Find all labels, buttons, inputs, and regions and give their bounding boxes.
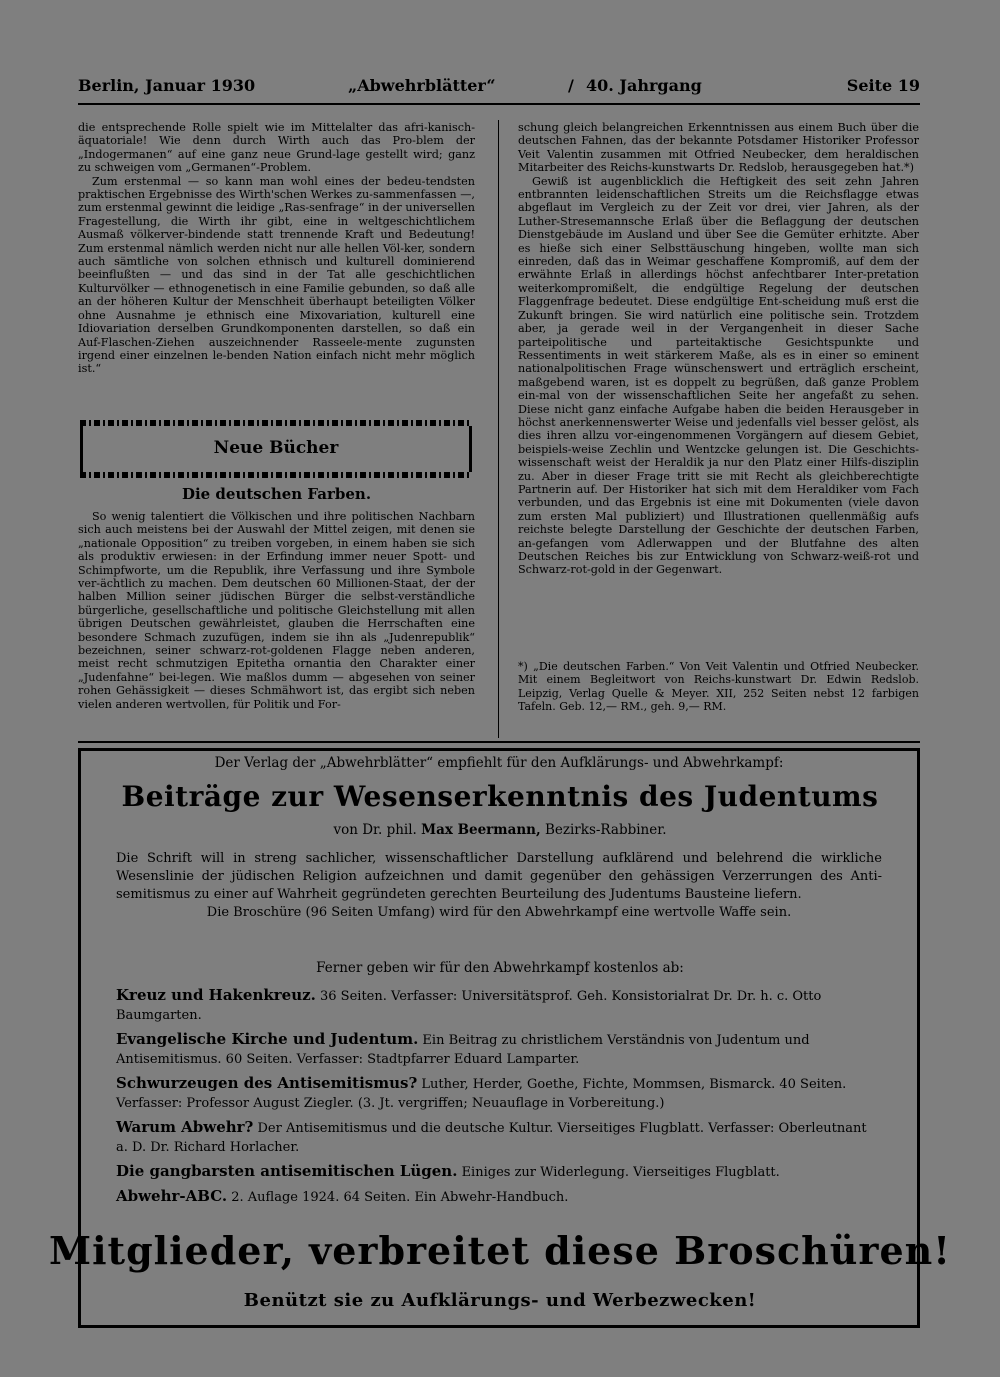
column-divider <box>498 120 499 738</box>
ad-free-list-intro: Ferner geben wir für den Abwehrkampf kostenlos ab: <box>316 960 684 976</box>
list-item-title: Die gangbarsten antisemitischen Lügen. <box>116 1162 458 1180</box>
list-item-text: Der Antisemitismus und die deutsche Kultur. Vierseitiges Flugblatt. Verfasser: Oberleutnant a. D. Dr. Richard Horlacher. <box>116 1121 867 1155</box>
list-item <box>116 986 882 1025</box>
list-item <box>116 1030 882 1069</box>
ad-description <box>116 850 882 922</box>
right-paragraph: Gewiß ist augenblicklich die Heftigkeit des seit zehn Jahren entbrannten leidenschaftlichen Streits um die Reichsflagge etwas abgeflaut im Vergleich zu der Zeit vor drei, vier Jahren, als der Luther-Stresemannsche Erlaß über die Beflaggung der deutschen Dienstgebäude im Ausland und über See die Gemüter erhitzte. Aber es hieße sich einer Selbsttäuschung hingeben, wollte man sich einreden, daß das in Weimar geschaffene Kompromiß, auf dem der erwähnte Erlaß in allerdings höchst anfechtbarer Inter-pretation weiterkompromißelt, die endgültige Regelung der deutschen Flaggenfrage bedeutet. Diese endgültige Ent-scheidung muß erst die Zukunft bringen. Sie wird natürlich eine politische sein. Trotzdem aber, ja gerade weil in der Vergangenheit in dieser Sache parteipolitische und parteitaktische Gesichtspunkte und Ressentiments in weit stärkerem Maße, als es in einer so eminent nationalpolitischen Frage wünschenswert und erträglich erscheint, maßgebend waren, ist es doppelt zu begrüßen, daß ganze Problem ein-mal von der wissenschaftlichen Seite her angefaßt zu sehen. Diese nicht ganz einfache Aufgabe haben die beiden Herausgeber in höchst anerkennenswerter Weise und jedenfalls viel besser gelöst, als dies ihren allzu vor-eingenommenen Vorgängern auf diesem Gebiet, beispiels-weise Zechlin und Wentzcke gelungen ist. Die Geschichts-wissenschaft weist der Heraldik ja nur den Platz einer Hilfs-disziplin zu. Aber in dieser Frage tritt sie mit Recht als gleichberechtigte Partnerin auf. Der Historiker hat sich mit dem Heraldiker vom Fach verbunden, und das Ergebnis ist eine mit Dokumenten (viele davon zum ersten Mal publiziert) und Illustrationen quellenmäßig aufs reichste belegte Darstellung der Geschichte der deutschen Farben, an-gefangen vom Adlerwappen und der Blutfahne des alten Deutschen Reiches bis zur Entwicklung von Schwarz-weiß-rot und Schwarz-rot-gold in der Gegenwart. <box>518 174 919 577</box>
list-item <box>116 1118 882 1157</box>
header-slash: / <box>568 76 574 95</box>
list-item-title: Kreuz und Hakenkreuz. <box>116 986 316 1004</box>
ad-book-title: Beiträge zur Wesenserkenntnis des Judentums <box>121 780 879 813</box>
ad-description-text: Die Schrift will in streng sachlicher, wissenschaftlicher Darstellung aufklärend und belehrend die wirkliche Wesenslinie der jüdischen Religion aufzeichnen und damit gegenüber den gehässigen Verzerrungen des Anti-semitismus zu einer auf Wahrheit gegründeten gerechten Beurteilung des Judentums Bausteine liefern. <box>116 851 882 902</box>
right-column <box>518 121 919 577</box>
list-item <box>116 1074 882 1113</box>
left-paragraph: Zum erstenmal — so kann man wohl eines der bedeu-tendsten praktischen Ergebnisse des Wirth'schen Werkes zu-sammenfassen —, zum erstenmal gewinnt die leidige „Ras-senfrage“ in der universellen Fragestellung, die Wirth ihr gibt, eine in weltgeschichtlichem Ausmaß völkerver-bindende statt trennende Kraft und Bedeutung! Zum erstenmal nämlich werden nicht nur alle hellen Völ-ker, sondern auch sämtliche von solchen ethnisch und kulturell dominierend beeinflußten — und das sind in der Tat alle geschichtlichen Kulturvölker — ethnogenetisch in eine Familie gebunden, so daß alle an der höheren Kultur der Menschheit überhaupt beteiligten Völker ohne Ausnahme je ethnisch eine Mixovariation, kulturell eine Idiovariation derselben Grundkomponenten darstellen, so daß ein Auf-Flaschen-Ziehen auszeichnender Rasseele-mente zugunsten irgend einer einzelnen le-benden Nation einfach nicht mehr möglich ist.“ <box>78 174 475 376</box>
list-item <box>116 1162 882 1182</box>
ad-call-to-action: Mitglieder, verbreitet diese Broschüren! <box>49 1228 951 1273</box>
right-paragraph: schung gleich belangreichen Erkenntnissen aus einem Buch über die deutschen Fahnen, das der bekannte Potsdamer Historiker Professor Veit Valentin zusammen mit Otfried Neubecker, dem heraldischen Mitarbeiter des Reichs-kunstwarts Dr. Redslob, herausgegeben hat.*) <box>518 121 919 175</box>
ornament-bottom-border <box>80 472 472 478</box>
header-volume: 40. Jahrgang <box>586 76 702 95</box>
header-page-number: Seite 19 <box>846 76 920 95</box>
ad-intro-line: Der Verlag der „Abwehrblätter“ empfiehlt für den Aufklärungs- und Abwehrkampf: <box>214 755 784 771</box>
list-item-title: Schwurzeugen des Antisemitismus? <box>116 1074 418 1092</box>
left-paragraph: die entsprechende Rolle spielt wie im Mittelalter das afri-kanisch-äquatoriale! Wie denn durch Wirth auch das Pro-blem der „Indogermanen“ auf eine ganz neue Grund-lage gestellt wird; ganz zu schweigen vom „Germanen“-Problem. <box>78 121 475 175</box>
list-item-text: 36 Seiten. Verfasser: Universitätsprof. Geh. Konsistorialrat Dr. Dr. h. c. Otto Baumgarten. <box>116 989 822 1023</box>
section-heading: Neue Bücher <box>213 438 339 458</box>
book-review-column <box>78 510 475 711</box>
list-item-text: 2. Auflage 1924. 64 Seiten. Ein Abwehr-Handbuch. <box>227 1190 569 1205</box>
ad-call-to-action-sub: Benützt sie zu Aufklärungs- und Werbezwecken! <box>243 1290 757 1311</box>
left-column <box>78 121 475 376</box>
neue-buecher-box <box>80 420 472 478</box>
list-item-title: Abwehr-ABC. <box>116 1187 228 1205</box>
book-review-paragraph: So wenig talentiert die Völkischen und ihre politischen Nachbarn sich auch meistens bei der Auswahl der Mittel zeigen, mit denen sie „nationale Opposition“ zu treiben vorgeben, in einem haben sie sich als produktiv erwiesen: in der Erfindung immer neuer Spott- und Schimpfworte, um die Republik, ihre Verfassung und ihre Symbole ver-ächtlich zu machen. Dem deutschen 60 Millionen-Staat, der der halben Million seiner jüdischen Bürger die selbst-verständliche bürgerliche, gesellschaftliche und politische Gleichstellung mit allen übrigen Deutschen gewährleistet, glauben die Herrschaften eine besondere Schmach zuzufügen, indem sie ihn als „Judenrepublik“ bezeichnen, seiner schwarz-rot-goldenen Flagge neben anderen, meist recht schmutzigen Epitetha ornantia den Charakter einer „Judenfahne“ bei-legen. Wie maßlos dumm — abgesehen von seiner rohen Gehässigkeit — dieses Schmähwort ist, das ergibt sich neben vielen anderen wertvollen, für Politik und For- <box>78 510 475 711</box>
ad-description-text-2: Die Broschüre (96 Seiten Umfang) wird für den Abwehrkampf eine wertvolle Waffe sein. <box>206 905 792 920</box>
page-header <box>78 76 920 100</box>
ad-author-name: Max Beermann, <box>421 822 541 838</box>
list-item-title: Warum Abwehr? <box>116 1118 254 1136</box>
header-rule <box>78 103 920 105</box>
ad-publication-list <box>116 986 882 1212</box>
ad-author-suffix: Bezirks-Rabbiner. <box>544 822 667 838</box>
ad-author-prefix: von Dr. phil. <box>333 822 417 838</box>
list-item-text: Ein Beitrag zu christlichem Verständnis von Judentum und Antisemitismus. 60 Seiten. Verfasser: Stadtpfarrer Eduard Lamparter. <box>116 1033 810 1067</box>
header-date: Berlin, Januar 1930 <box>78 76 256 95</box>
ornament-top-border <box>80 420 472 426</box>
list-item <box>116 1187 882 1207</box>
book-review-title: Die deutschen Farben. <box>181 485 372 503</box>
footnote: *) „Die deutschen Farben.“ Von Veit Valentin und Otfried Neubecker. Mit einem Begleitwort von Reichs-kunstwart Dr. Edwin Redslob. Leipzig, Verlag Quelle & Meyer. XII, 252 Seiten nebst 12 farbigen Tafeln. Geb. 12,— RM., geh. 9,— RM. <box>518 660 919 714</box>
header-publication: „Abwehrblätter“ <box>348 76 496 95</box>
list-item-text: Luther, Herder, Goethe, Fichte, Mommsen, Bismarck. 40 Seiten. Verfasser: Professor August Ziegler. (3. Jt. vergriffen; Neuauflage in Vorbereitung.) <box>116 1077 847 1111</box>
ad-author-line <box>0 822 1000 838</box>
section-rule <box>78 741 920 743</box>
list-item-text: Einiges zur Widerlegung. Vierseitiges Flugblatt. <box>457 1165 780 1180</box>
list-item-title: Evangelische Kirche und Judentum. <box>116 1030 419 1048</box>
